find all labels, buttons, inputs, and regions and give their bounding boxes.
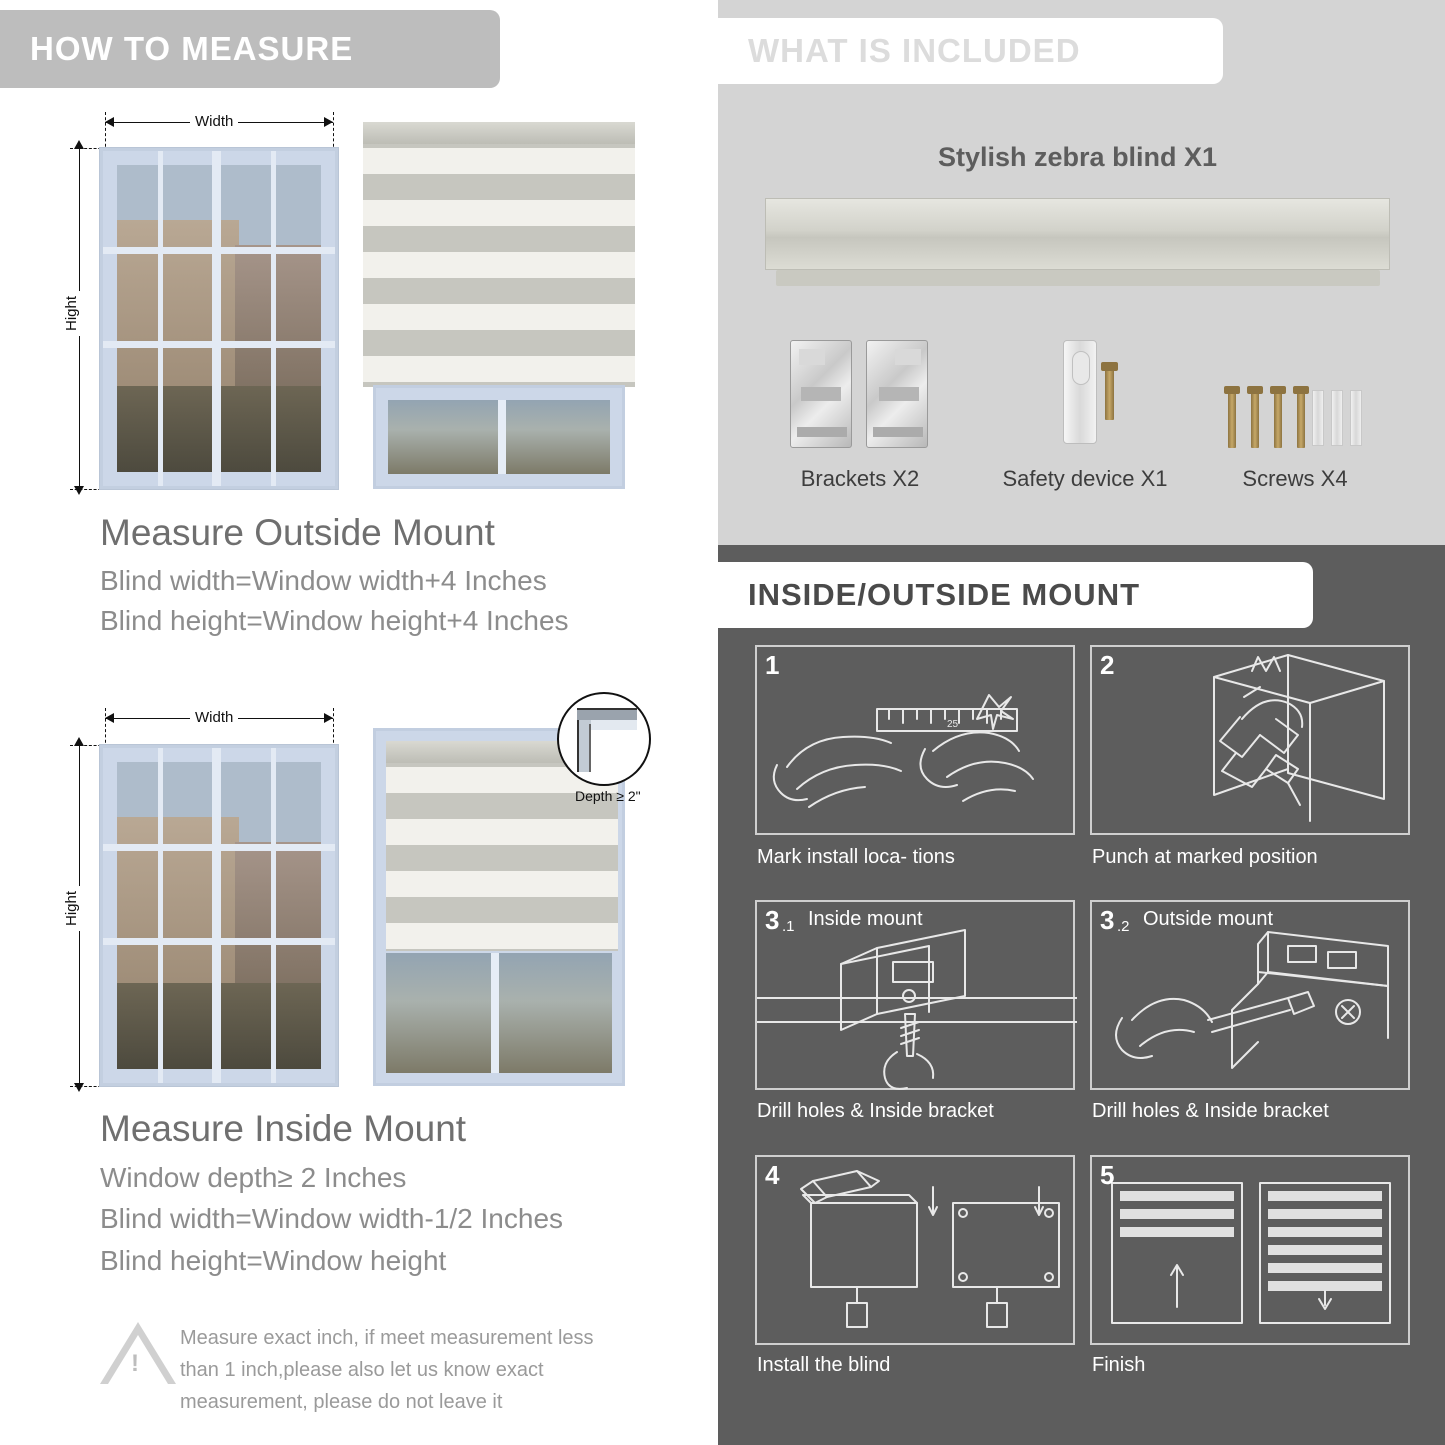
- step-5-number: 5: [1100, 1160, 1115, 1190]
- zebra-blind-headrail-graphic: [765, 198, 1390, 270]
- screw-1: [1228, 392, 1236, 448]
- step-3-2-number: 3: [1100, 905, 1115, 935]
- step-4-number: 4: [765, 1160, 780, 1190]
- outside-width-arrow-left: [105, 117, 114, 127]
- inside-mount-title: Measure Inside Mount: [100, 1108, 467, 1149]
- outside-blind-glass: [388, 400, 610, 474]
- inside-mount-line-1: Window depth≥ 2 Inches: [100, 1162, 407, 1193]
- outside-window-mullion-h1: [103, 247, 335, 254]
- inside-mount-line-3: Blind height=Window height: [100, 1245, 447, 1276]
- outside-height-arrow-down: [74, 486, 84, 495]
- inside-window-graphic: [100, 745, 338, 1086]
- inside-window-mullion-h1: [103, 844, 335, 851]
- step-5-illustration: [1092, 1157, 1412, 1347]
- inside-height-label: Hight: [63, 886, 80, 931]
- zebra-blind-shadow: [776, 270, 1380, 286]
- depth-detail-circle: [557, 692, 651, 786]
- safety-device-part: [1063, 340, 1097, 444]
- outside-blind-graphic: [363, 122, 635, 387]
- outside-width-tick-left: [105, 112, 106, 152]
- step-3-1-inline-label: Inside mount: [808, 908, 923, 930]
- step-5-caption: Finish: [1092, 1354, 1146, 1376]
- screw-4: [1297, 392, 1305, 448]
- outside-mount-line-1: Blind width=Window width+4 Inches: [100, 565, 547, 596]
- note-line-2: than 1 inch,please also let us know exact: [180, 1359, 544, 1381]
- safety-device-screw: [1105, 368, 1114, 420]
- inside-window-mullion-h2: [103, 938, 335, 945]
- inside-height-tick-bottom: [70, 1086, 106, 1087]
- svg-text:25: 25: [947, 719, 959, 730]
- note-line-1: Measure exact inch, if meet measurement less: [180, 1327, 594, 1349]
- inside-window-mullion-vertical: [212, 748, 221, 1083]
- step-2-box: [1090, 645, 1410, 835]
- wall-anchor-3: [1350, 390, 1362, 446]
- how-to-measure-panel: [0, 0, 712, 1445]
- outside-mount-line-2: Blind height=Window height+4 Inches: [100, 605, 569, 636]
- screw-4-head: [1293, 386, 1309, 394]
- inside-blind-glass-mullion: [491, 953, 499, 1073]
- part-label-safety-device: Safety device X1: [1002, 466, 1168, 491]
- step-3-1-subnumber: .1: [782, 918, 795, 935]
- step-1-illustration: [757, 647, 1077, 837]
- inside-width-arrow-right: [324, 713, 333, 723]
- step-5-box: [1090, 1155, 1410, 1345]
- part-label-screws: Screws X4: [1242, 466, 1348, 491]
- inside-width-tick-left: [105, 708, 106, 748]
- outside-blind-fabric: [363, 122, 635, 387]
- bracket-part-1: [790, 340, 852, 448]
- step-2-caption: Punch at marked position: [1092, 846, 1318, 868]
- step-1-number: 1: [765, 650, 780, 680]
- screw-2: [1251, 392, 1259, 448]
- outside-window-mullion-h2: [103, 341, 335, 348]
- screw-1-head: [1224, 386, 1240, 394]
- step-4-box: [755, 1155, 1075, 1345]
- note-line-3: measurement, please do not leave it: [180, 1391, 503, 1413]
- outside-width-arrow-right: [324, 117, 333, 127]
- step-2-number: 2: [1100, 650, 1115, 680]
- screw-3: [1274, 392, 1282, 448]
- step-1-caption: Mark install loca- tions: [757, 846, 955, 868]
- depth-label: Depth ≥ 2": [575, 788, 641, 804]
- inside-window-mullion-v3: [271, 748, 276, 1083]
- inside-width-label: Width: [190, 709, 238, 726]
- inside-width-tick-right: [333, 708, 334, 748]
- outside-blind-window-frame: [373, 385, 625, 489]
- step-1-box: [755, 645, 1075, 835]
- warning-exclamation-icon: !: [131, 1350, 139, 1377]
- inside-outside-mount-tab: INSIDE/OUTSIDE MOUNT: [718, 562, 1313, 628]
- step-2-illustration: [1092, 647, 1412, 837]
- step-3-1-number: 3: [765, 905, 780, 935]
- wall-anchor-1: [1312, 390, 1324, 446]
- outside-width-label: Width: [190, 113, 238, 130]
- inside-window-mullion-v2: [158, 748, 163, 1083]
- outside-window-graphic: [100, 148, 338, 489]
- step-3-1-caption: Drill holes & Inside bracket: [757, 1100, 994, 1122]
- outside-width-tick-right: [333, 112, 334, 152]
- safety-device-screw-head: [1101, 362, 1118, 371]
- outside-blind-headrail: [363, 122, 635, 144]
- screw-2-head: [1247, 386, 1263, 394]
- inside-height-arrow-down: [74, 1083, 84, 1092]
- outside-height-label: Hight: [63, 291, 80, 336]
- outside-window-mullion-v3: [271, 151, 276, 486]
- building-right: [235, 245, 321, 405]
- bracket-part-2: [866, 340, 928, 448]
- outside-mount-title: Measure Outside Mount: [100, 512, 495, 553]
- inside-width-arrow-left: [105, 713, 114, 723]
- part-label-brackets: Brackets X2: [800, 466, 920, 491]
- building-right: [235, 842, 321, 1002]
- screw-3-head: [1270, 386, 1286, 394]
- wall-anchor-2: [1331, 390, 1343, 446]
- outside-window-mullion-vertical: [212, 151, 221, 486]
- outside-window-mullion-v2: [158, 151, 163, 486]
- step-3-2-inline-label: Outside mount: [1143, 908, 1274, 930]
- step-4-illustration: [757, 1157, 1077, 1347]
- included-main-item-label: Stylish zebra blind X1: [938, 142, 1218, 172]
- outside-blind-glass-mullion: [498, 400, 506, 474]
- step-3-2-caption: Drill holes & Inside bracket: [1092, 1100, 1329, 1122]
- inside-blind-glass: [386, 953, 612, 1073]
- how-to-measure-tab: HOW TO MEASURE: [0, 10, 500, 88]
- outside-height-tick-bottom: [70, 489, 106, 490]
- what-is-included-tab: WHAT IS INCLUDED: [718, 18, 1223, 84]
- step-4-caption: Install the blind: [757, 1354, 891, 1376]
- inside-mount-line-2: Blind width=Window width-1/2 Inches: [100, 1203, 564, 1234]
- step-3-2-subnumber: .2: [1117, 918, 1130, 935]
